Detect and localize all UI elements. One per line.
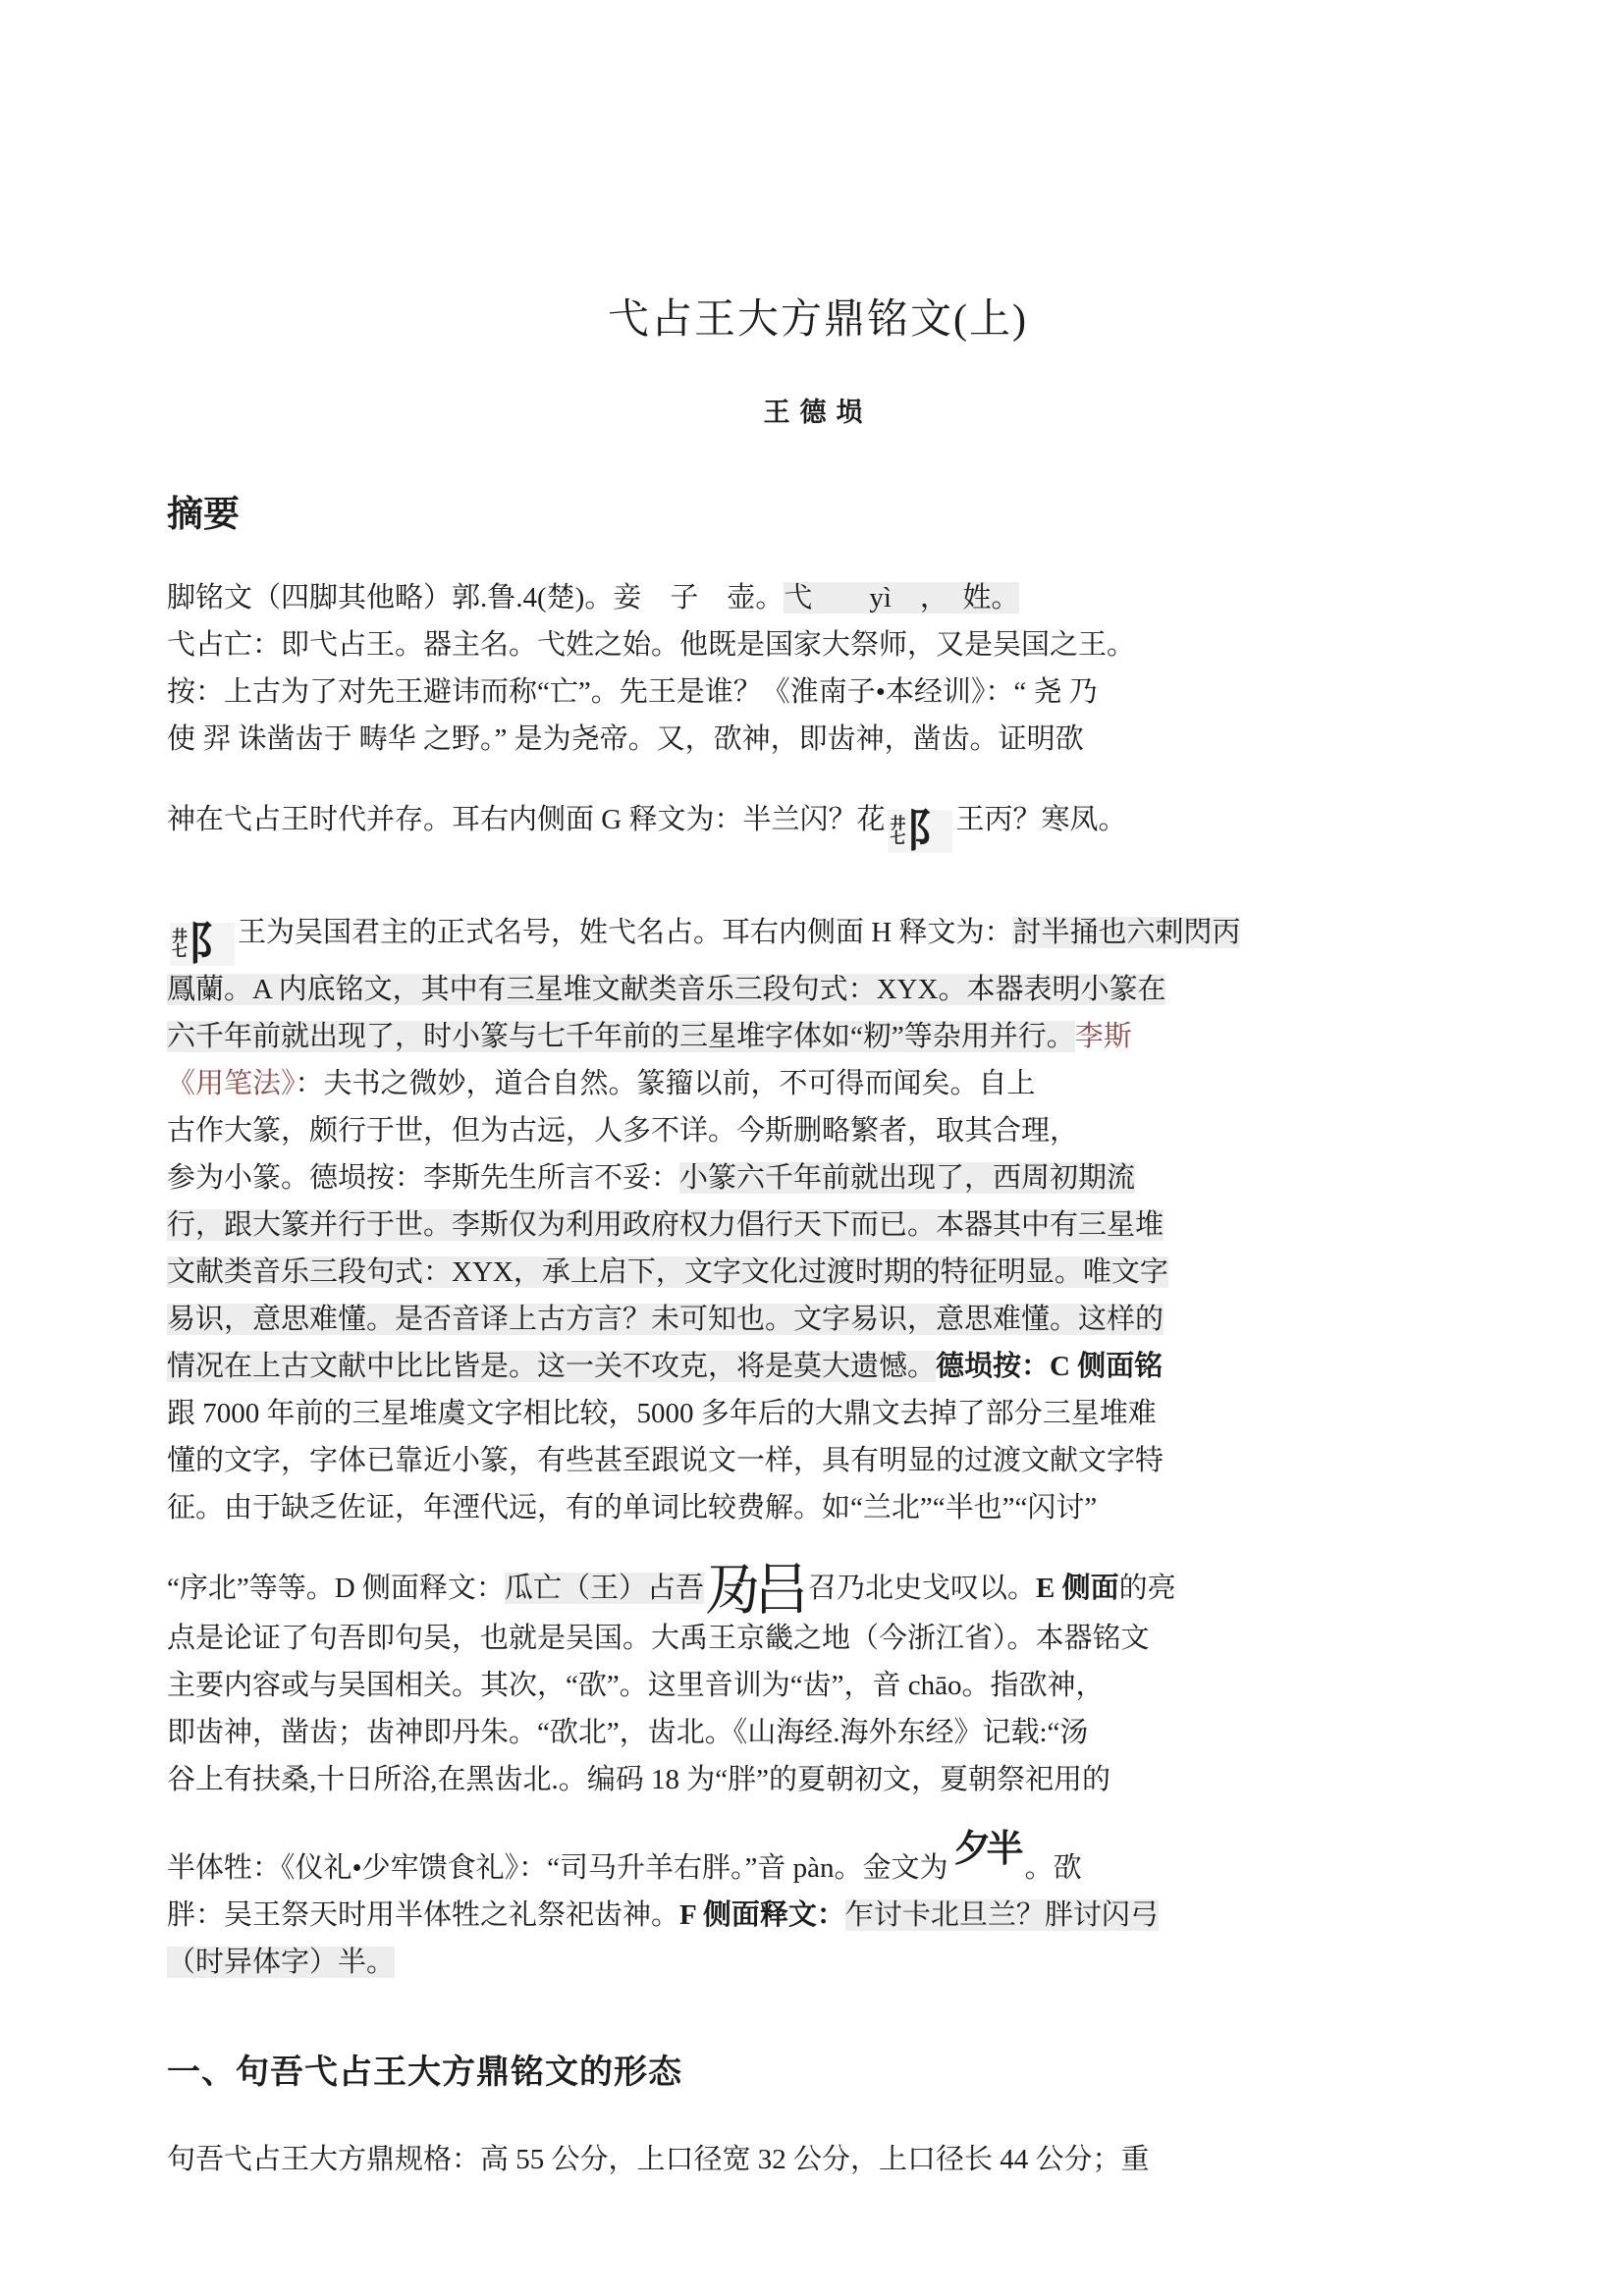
page-title: 弋占王大方鼎铭文(上) (608, 297, 1028, 343)
abstract-line (167, 1013, 1469, 1060)
text-segment: E 侧面 (1036, 1573, 1119, 1604)
text-segment: 跟 7000 年前的三星堆虞文字相比较，5000 多年后的大鼎文去掉了部分三星堆难 (167, 1398, 1157, 1429)
text-segment: 德埙按：C 侧面铭 (936, 1351, 1164, 1382)
text-segment: 谷上有扶桑,十日所浴,在黑齿北.。编码 18 为“胖”的夏朝初文，夏朝祭祀用的 (167, 1764, 1110, 1795)
text-segment: 召乃北史戈叹以。 (807, 1573, 1036, 1604)
abstract-body (167, 574, 1469, 1986)
ancient-character-compound-icon: 夃 吕 (703, 1558, 802, 1622)
text-segment: F 侧面释文： (679, 1899, 845, 1931)
text-segment: 神在弋占王时代并存。耳右内侧面 G 释文为：半兰闪？花 (167, 804, 886, 835)
text-segment: 胖：吴王祭天时用半体牲之礼祭祀齿神。 (167, 1899, 680, 1931)
text-segment: 弋占亡：即弋占王。器主名。弋姓之始。他既是国家大祭师，又是吴国之王。 (167, 629, 1136, 661)
text-segment: ：夫书之微妙，道合自然。篆籀以前，不可得而闻矣。自上 (295, 1068, 1036, 1099)
text-segment: 王丙？寒凤。 (955, 804, 1127, 835)
text-segment: “序北”等等。D 侧面释文： (167, 1573, 505, 1604)
abstract-line (167, 1939, 1469, 1986)
abstract-line (167, 574, 1469, 621)
abstract-line (167, 1829, 1469, 1892)
abstract-line (167, 1154, 1469, 1201)
text-segment: 乍讨卡北旦兰？胖讨闪弓 (844, 1899, 1159, 1931)
text-segment: 文献类音乐三段句式：XYX，承上启下，文字文化过渡时期的特征明显。 (167, 1256, 1083, 1288)
abstract-line (167, 909, 1469, 969)
text-segment: 行，跟大篆并行于世。李斯仅为利用政府权力倡行天下而已。本器 (167, 1209, 994, 1241)
text-segment: 。欩 (1024, 1852, 1082, 1884)
text-segment: 即齿神，凿齿；齿神即丹朱。“欩北”，齿北。《山海经.海外东经》记载:“汤 (167, 1717, 1089, 1748)
text-segment: 小篆六千年前就出现了，西周初期流 (679, 1162, 1136, 1194)
text-segment: A 内底铭文，其中有三星堆文献类音乐三段句式：XYX。本器表明小篆在 (252, 974, 1166, 1005)
abstract-line (167, 1484, 1469, 1531)
abstract-line (167, 966, 1469, 1013)
abstract-line (167, 1343, 1469, 1390)
section-body: 句吾弋占王大方鼎规格：高 55 公分，上口径宽 32 公分，上口径长 44 公分；重 (167, 2144, 1150, 2175)
text-segment: 主要内容或与吴国相关。其次，“欩”。这里音训为“齿”，音 chāo。指欩神， (167, 1670, 1105, 1701)
text-segment: 其中有三星堆 (993, 1209, 1164, 1241)
abstract-line (167, 796, 1469, 856)
abstract-line (167, 1296, 1469, 1343)
abstract-line (167, 716, 1469, 763)
ancient-character-bang-icon: 井 七 阝 (890, 806, 951, 856)
section-heading: 一、句吾弋占王大方鼎铭文的形态 (167, 2054, 682, 2091)
abstract-line (167, 668, 1469, 716)
abstract-line (167, 1756, 1469, 1803)
text-segment: 易识，意思难懂。是否音译上古方言？未可知也。文字易识，意思难懂。这样的 (167, 1304, 1164, 1335)
author: 王德埙 (763, 398, 873, 427)
text-segment: 使 羿 诛凿齿于 畴华 之野。” 是为尧帝。又，欩神，即齿神，凿齿。证明欩 (167, 723, 1084, 755)
abstract-line (167, 1709, 1469, 1756)
text-segment: 半体牲：《仪礼•少牢馈食礼》：“司马升羊右胖。”音 pàn。金文为 (167, 1852, 948, 1884)
text-segment: 瓜亡（王）占吾 (504, 1573, 704, 1604)
text-segment: 按：上古为了对先王避讳而称“亡”。先王是谁？《淮南子•本经训》：“ 尧 乃 (167, 676, 1098, 708)
text-segment: （时异体字）半。 (167, 1947, 396, 1978)
text-segment: 情况在上古文献中比比皆是。这一关不攻克，将是莫大遗憾。 (167, 1351, 937, 1382)
abstract-line (167, 1437, 1469, 1484)
bronze-script-pan-icon: 夕 半 (953, 1829, 1019, 1870)
abstract-line (167, 1892, 1469, 1939)
text-segment: 古作大篆，颇行于世，但为古远，人多不详。今斯删略繁者，取其合理， (167, 1115, 1079, 1147)
abstract-line (167, 1107, 1469, 1154)
text-segment: 唯文字 (1082, 1256, 1168, 1288)
abstract-line (167, 1201, 1469, 1249)
text-segment: 六千年前就出现了，时小篆与七千年前的三星堆字体如“籾”等杂用并行。 (167, 1021, 1075, 1052)
abstract-line (167, 1558, 1469, 1622)
text-segment: 征。由于缺乏佐证，年湮代远，有的单词比较费解。如“兰北”“半也”“闪讨” (167, 1492, 1098, 1523)
abstract-line (167, 621, 1469, 668)
text-segment: 脚铭文（四脚其他略）郭.鲁.4(楚)。妾 子 壶。 (167, 582, 785, 614)
abstract-line (167, 1615, 1469, 1662)
text-segment: 李斯 (1074, 1021, 1132, 1052)
ancient-character-bang-icon: 井 七 阝 (172, 919, 234, 969)
abstract-heading: 摘要 (167, 495, 240, 535)
text-segment: 懂的文字，字体已靠近小篆，有些甚至跟说文一样，具有明显的过渡文献文字特 (167, 1445, 1164, 1476)
text-segment: 点是论证了句吾即句吴，也就是吴国。大禹王京畿之地（今浙江省）。本器铭文 (167, 1623, 1150, 1654)
text-segment: 討半捅也六剌閃丙 (1012, 917, 1241, 948)
abstract-line (167, 1060, 1469, 1107)
text-segment: 王为吴国君主的正式名号，姓弋名占。耳右内侧面 H 释文为： (238, 917, 1013, 948)
text-segment: 的亮 (1118, 1573, 1176, 1604)
text-segment: 参为小篆。德埙按：李斯先生所言不妥： (167, 1162, 680, 1194)
text-segment: 弋 yì ， 姓。 (784, 582, 1020, 614)
text-segment: 《用笔法》 (167, 1068, 296, 1099)
abstract-line (167, 1249, 1469, 1296)
text-segment: 鳳蘭。 (167, 974, 253, 1005)
abstract-line (167, 1390, 1469, 1437)
abstract-line (167, 1662, 1469, 1709)
